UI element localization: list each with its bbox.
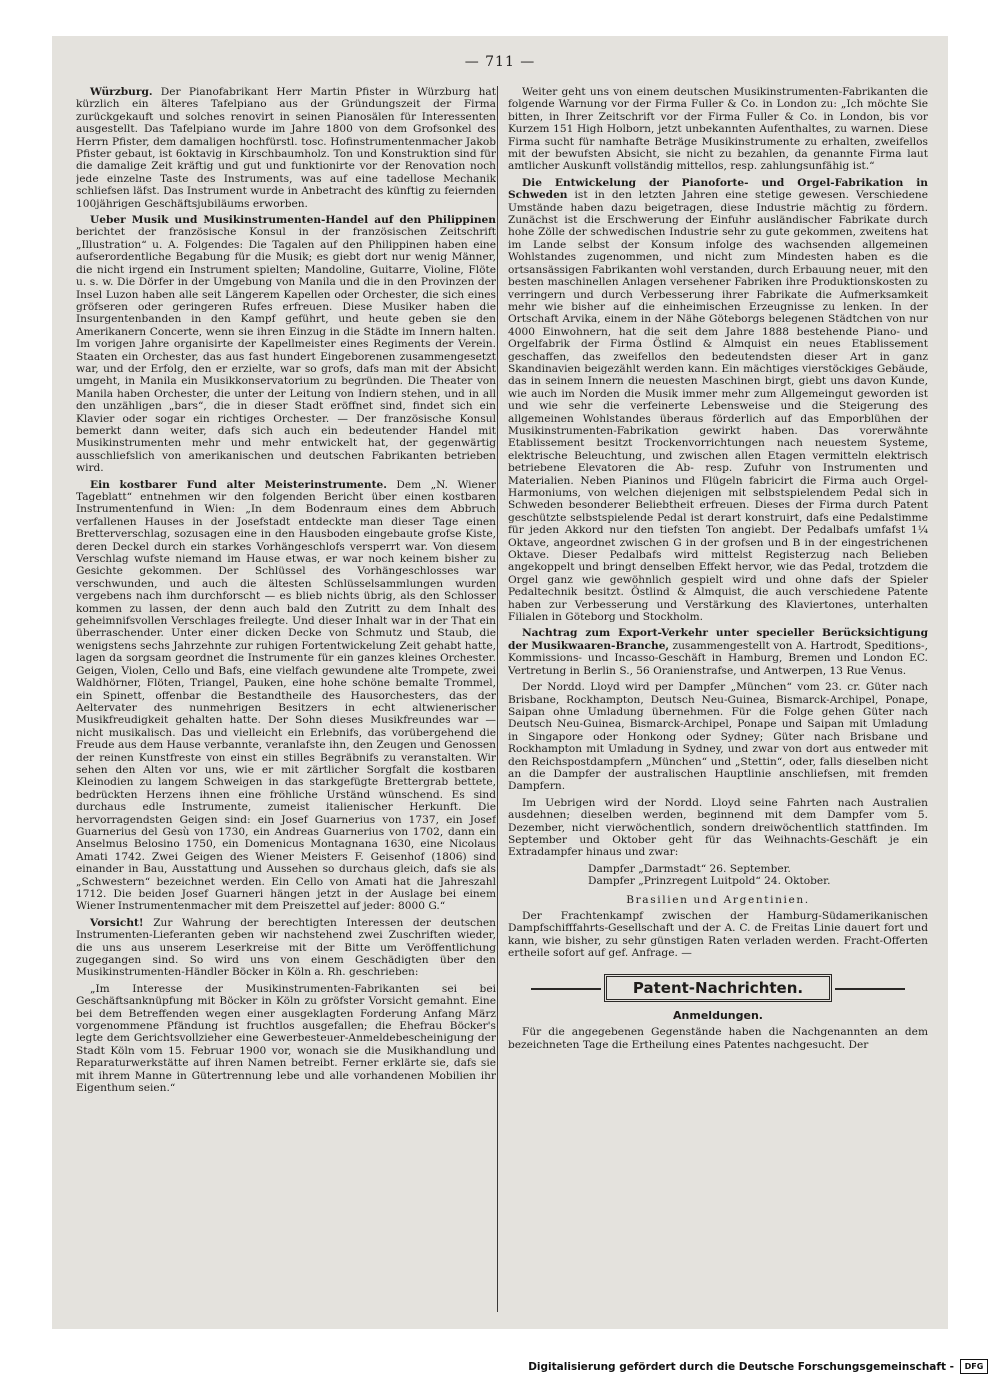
dampfer-line-2: Dampfer „Prinzregent Luitpold“ 24. Oktober. (588, 875, 831, 888)
page-number: — 711 — (464, 54, 536, 70)
article-heading: Die Entwickelung der Pianoforte- und Orgel-Fabrikation in Schweden (508, 176, 928, 202)
dampfer-line-1: Dampfer „Darmstadt“ 26. September. (588, 862, 791, 875)
patent-title: Patent-Nachrichten. (604, 974, 832, 1002)
article-text: Zur Wahrung der berechtigten Interessen der deutschen Instrumenten-Lieferanten geben wir nachstehend zwei Zuschriften wieder, die uns aus unserem Leserkreise mit der Bitte um Veröffentlichung zugegangen sind. So wird uns von einem Geschädigten über den Musikinstrumenten-Händler Böcker in Köln a. Rh. geschrieben: (76, 916, 496, 979)
article-wuerzburg (76, 86, 496, 210)
article-lloyd-2: Im Uebrigen wird der Nordd. Lloyd seine Fahrten nach Australien ausdehnen; dieselben werden, beginnend mit dem Dampfer vom 5. Dezember, nicht vierwöchentlich, sondern dreiwöchentlich stattfinden. Im September und Oktober geht für das Weihnachts-Geschäft je ein Extradampfer hinaus und zwar: (508, 796, 928, 859)
column-divider (497, 86, 498, 1312)
article-text: Der Pianofabrikant Herr Martin Pfister in Würzburg hat kürzlich ein älteres Tafelpiano aus der Gründungszeit der Firma zurückgekauft und solches renovirt in seinen Pianosälen für Interessenten ausgestellt. Das Tafelpiano wurde im Jahre 1800 von dem Grofsonkel des Herrn Pfister, dem damaligen hochfürstl. tosc. Hofinstrumentenmacher Jakob Pfister gebaut, ist 6oktavig in Kirschbaumholz. Ton und Konstruktion sind für die damalige Zeit kräftig und gut und funktionirte vor der Renovation noch jede einzelne Taste des Instruments, was auf eine tadellose Mechanik schliefsen läfst. Das Instrument wurde in Anbetracht des künftig zu feiernden 100jährigen Geschäftsjubiläums erworben. (76, 86, 496, 210)
article-heading: Ueber Musik und Musikinstrumenten-Handel auf den Philippinen (90, 214, 496, 227)
patent-banner (508, 974, 928, 1002)
article-vorsicht-quote: „Im Interesse der Musikinstrumenten-Fabrikanten sei bei Geschäftsanknüpfung mit Böcker in Köln zu gröfster Vorsicht gemahnt. Eine bei dem Betreffenden wegen einer ausgeklagten Forderung Anfang März vorgenommene Pfändung ist fruchtlos ausgefallen; die Ehefrau Böcker's legte dem Gerichtsvollzieher eine Gewerbesteuer-Anmeldebescheinigung der Stadt Köln vom 15. Februar 1900 vor, wonach sie die Musikhandlung und Reparaturwerkstätte auf ihren Namen betreibt. Ferner erklärte sie, dafs sie mit ihrem Manne in Gütertrennung lebe und alle vorhandenen Mobilien ihr Eigenthum seien.“ (76, 982, 496, 1095)
article-brasilien: Der Frachtenkampf zwischen der Hamburg-Südamerikanischen Dampfschifffahrts-Gesellschaft und der A. C. de Freitas Linie dauert fort und kann, wie bisher, zu sehr günstigen Raten verladen werden. Fracht-Offerten ertheile sofort auf gef. Anfrage. — (508, 910, 928, 960)
section-heading-brasilien: Brasilien und Argentinien. (626, 893, 810, 906)
article-fund (76, 479, 496, 913)
article-text: zusammengestellt von A. Hartrodt, Speditions-, Kommissions- und Incasso-Geschäft in Hamburg, Bremen und London EC. Vertretung in Berlin S., 56 Oranienstrafse, und Antwerpen, 13 Rue Venus. (508, 639, 928, 677)
footer-credit (528, 1359, 988, 1374)
article-text: berichtet der französische Konsul in der französischen Zeitschrift „Illustration“ u. A. Folgendes: Die Tagalen auf den Philippinen haben eine aufserordentliche Begabung für die Musik; es giebt dort nur wenig Männer, die nicht irgend ein Instrument spielten; Mandoline, Guitarre, Violine, Flöte u. s. w. Die Dörfer in der Umgebung von Manila und die in den Provinzen der Insel Luzon haben alle seit Längerem Kapellen oder Orchester, die sich eines gröfseren oder geringeren Rufes erfreuen. Diese Musiker haben die Insurgentenbanden in den Kampf geführt, und heute geben sie den Amerikanern Concerte, wenn sie ihren Einzug in die Städte im Innern halten. Im vorigen Jahre organisirte der Kapellmeister eines Regiments der Verein. Staaten ein Orchester, das aus fast hundert Eingeborenen zusammengesetzt war, und der Erfolg, den er erzielte, war so grofs, dafs man mit der Absicht umgeht, in Manila ein Musikkonservatorium zu begründen. Die Theater von Manila haben Orchester, die unter der Leitung von Indiern stehen, und in all den unzähligen „bars“, die in dieser Stadt eröffnet sind, findet sich ein Klavier oder sogar ein richtiges Orchester. — Der französische Konsul bemerkt dann weiter, dafs sich auch ein bedeutender Handel mit Musikinstrumenten mehr und mehr entwickelt hat, der gegenwärtig ausschliefslich von amerikanischen und deutschen Fabrikanten betrieben wird. (76, 226, 496, 475)
article-schweden (508, 177, 928, 624)
article-heading: Ein kostbarer Fund alter Meisterinstrumente. (90, 478, 387, 491)
article-heading: Nachtrag zum Export-Verkehr unter specieller Berücksichtigung der Musikwaaren-Branche, (508, 627, 928, 652)
anmeldungen-heading: Anmeldungen. (673, 1009, 763, 1023)
article-heading: Würzburg. (90, 86, 153, 98)
article-text: ist in den letzten Jahren eine stetige gewesen. Verschiedene Umstände haben dazu beigetragen, diese Industrie mächtig zu fördern. Zunächst ist die Erschwerung der Einfuhr ausländischer Fabrikate durch hohe Zölle der schwedischen Industrie sehr zu gute gekommen, zweitens hat im Lande selbst der Konsum infolge des wachsenden allgemeinen Wohlstandes zugenommen, und nicht zum Mindesten haben es die ortsansässigen Fabrikanten wohl verstanden, durch Erbauung neuer, mit den besten maschinellen Anlagen versehener Fabriken ihre Produktionskosten zu verringern und durch Verbesserung ihrer Fabrikate die Aufmerksamkeit mehr wie bisher auf die einheimischen Erzeugnisse zu lenken. In der Ortschaft Arvika, einem in der Nähe Göteborgs belegenen Städtchen von nur 4000 Einwohnern, hat die seit dem Jahre 1888 bestehende Piano- und Orgelfabrik der Firma Östlind & Almquist ein neues Etablissement geschaffen, das zweifellos den bedeutendsten dieser Art in ganz Skandinavien beigezählt werden kann. Ein mächtiges vierstöckiges Gebäude, das in seinem Innern die neuesten Maschinen birgt, giebt uns davon Kunde, wie auch im Norden die Musik immer mehr zum Allgemeingut geworden ist und wie sehr die verfeinerte Lebensweise und die Steigerung des allgemeinen Wohlstandes überaus förderlich auf das Emporblühen der Musikinstrumenten-Fabrikation gewirkt haben. Das vorerwähnte Etablissement besitzt Trockenvorrichtungen nach neuestem Systeme, elektrische Beleuchtung, und zwischen allen Etagen vermitteln elektrisch betriebene Elevatoren die Ab- resp. Zufuhr von Instrumenten und Materialien. Neben Pianinos und Flügeln fabricirt die Firma auch Orgel-Harmoniums, von welchen diejenigen mit selbstspielendem Pedal sich in Schweden besonderer Beliebtheit erfreuen. Dieses der Firma durch Patent geschützte selbstspielende Pedal ist derart konstruirt, dafs eine Pedalstimme für jeden Akkord nur den tiefsten Ton angiebt. Der Pedalbafs umfafst 1¼ Oktave, angeordnet zwischen G in der grofsen und B in der eingestrichenen Oktave. Dieser Pedalbafs wird mittelst Registerzug nach Belieben angekoppelt und bringt denselben Effekt hervor, wie das Pedal, trotzdem die Orgel ganz wie gewöhnlich gespielt wird und ohne dafs der Spieler Pedaltechnik besitzt. Östlind & Almquist, die auch verschiedene Patente haben zur Verbesserung und Verstärkung des Klaviertones, unterhalten Filialen in Göteborg und Stockholm. (508, 189, 928, 624)
article-philippinen (76, 214, 496, 475)
right-column (508, 86, 928, 1312)
article-fuller: Weiter geht uns von einem deutschen Musikinstrumenten-Fabrikanten die folgende Warnung vor der Firma Fuller & Co. in London zu: „Ich möchte Sie bitten, in Ihrer Zeitschrift vor der Firma Fuller & Co. in London, bis vor Kurzem 151 High Holborn, jetzt unbekannten Aufenthaltes, zu warnen. Diese Firma sucht für namhafte Beträge Musikinstrumente zu erhalten, zweifellos mit der bewufsten Absicht, sie nicht zu bezahlen, da genannte Firma laut amtlicher Auskunft vollständig mittellos, resp. zahlungsunfähig ist.“ (508, 86, 928, 173)
footer-text: Digitalisierung gefördert durch die Deutsche Forschungsgemeinschaft - (528, 1360, 954, 1373)
dfg-logo: DFG (960, 1359, 988, 1374)
article-vorsicht (76, 917, 496, 979)
article-nachtrag (508, 627, 928, 677)
article-lloyd-1: Der Nordd. Lloyd wird per Dampfer „München“ vom 23. cr. Güter nach Brisbane, Rockhampton, Deutsch Neu-Guinea, Bismarck-Archipel, Ponape, Saipan ohne Umladung übernehmen. Für die Folge gehen Güter nach Deutsch Neu-Guinea, Bismarck-Archipel, Ponape und Saipan mit Umladung in Singapore oder Honkong oder Sydney; Güter nach Brisbane und Rockhampton mit Umladung in Sydney, und zwar von dort aus entweder mit den Reichspostdampfern „München“ und „Stettin“, oder, falls dieselben nicht an die Dampfer der australischen Hauptlinie anschliefsen, mit fremden Dampfern. (508, 681, 928, 793)
article-anmeldungen: Für die angegebenen Gegenstände haben die Nachgenannten an dem bezeichneten Tage die Ertheilung eines Patentes nachgesucht. Der (508, 1026, 928, 1051)
article-heading: Vorsicht! (90, 916, 144, 929)
article-text: Dem „N. Wiener Tageblatt“ entnehmen wir den folgenden Bericht über einen kostbaren Instrumentenfund in Wien: „In dem Bodenraum eines dem Abbruch verfallenen Hauses in der Josefstadt entdeckte man dieser Tage einen Bretterverschlag, sozusagen eine in den Hausboden eingebaute grofse Kiste, deren Deckel durch ein starkes Vorhängeschlofs versperrt war. Von diesem Verschlag wufste niemand im Hause etwas, er war noch keinem bisher zu Gesichte gekommen. Der Schlüssel des Vorhängeschlosses war verschwunden, und auch die ältesten Schlüsselsammlungen wurden vergebens nach ihm durchforscht — es blieb nichts übrig, als den Schlosser kommen zu lassen, der denn auch bald den Zutritt zu dem Inhalt des geheimnifsvollen Verschlages freilegte. Und dieser Inhalt war in der That ein überraschender. Unter einer dicken Decke von Schmutz und Staub, die wenigstens sechs Jahrzehnte zur ruhigen Fortentwickelung Zeit gehabt hatte, lagen da sorgsam geordnet die Instrumente für ein ganzes kleines Orchester. Geigen, Violen, Cello und Bafs, eine vielfach gewundene alte Trompete, zwei Waldhörner, Flöten, Triangel, Pauken, eine hohe schöne bemalte Trommel, ein Spinett, offenbar die Bestandtheile des Hausorchesters, das der Aeltervater des nunmehrigen Besitzers in echt altwienerischer Musikfreudigkeit gehalten hatte. Der Sohn dieses Musikfreundes war — nicht musikalisch. Das und vielleicht ein Erlebnifs, das vorübergehend die Freude aus dem Hause verbannte, veranlafste ihn, den Zeugen und Genossen der reinen Kunstfreste von einst ein stilles Begräbnifs zu veranstalten. Wir sehen den Alten vor uns, wie er mit zärtlicher Sorgfalt die kostbaren Kleinodien zu langem Schweigen in das starkgefügte Brettergrab bettete, bedrückten Herzens ihnen eine fröhliche Urständ wünschend. Es sind durchaus edle Instrumente, zumeist italienischer Herkunft. Die hervorragendsten Geigen sind: ein Josef Guarnerius von 1737, ein Josef Guarnerius del Gesù von 1730, ein Andreas Guarnerius von 1702, dann ein Anselmus Belosino 1750, ein Domenicus Montagnana 1630, eine Nicolaus Amati 1742. Zwei Geigen des Wiener Meisters F. Geisenhof (1806) sind einander in Bau, Ausstattung und Aussehen so durchaus gleich, dafs sie als „Schwestern“ bezeichnet werden. Ein Cello von Amati hat die Jahreszahl 1712. Die beiden Josef Guarneri hängen jetzt in der Auslage bei einem Wiener Instrumentenmacher mit dem Preiszettel auf jeder: 8000 G.“ (76, 478, 496, 913)
left-column (76, 86, 496, 1312)
